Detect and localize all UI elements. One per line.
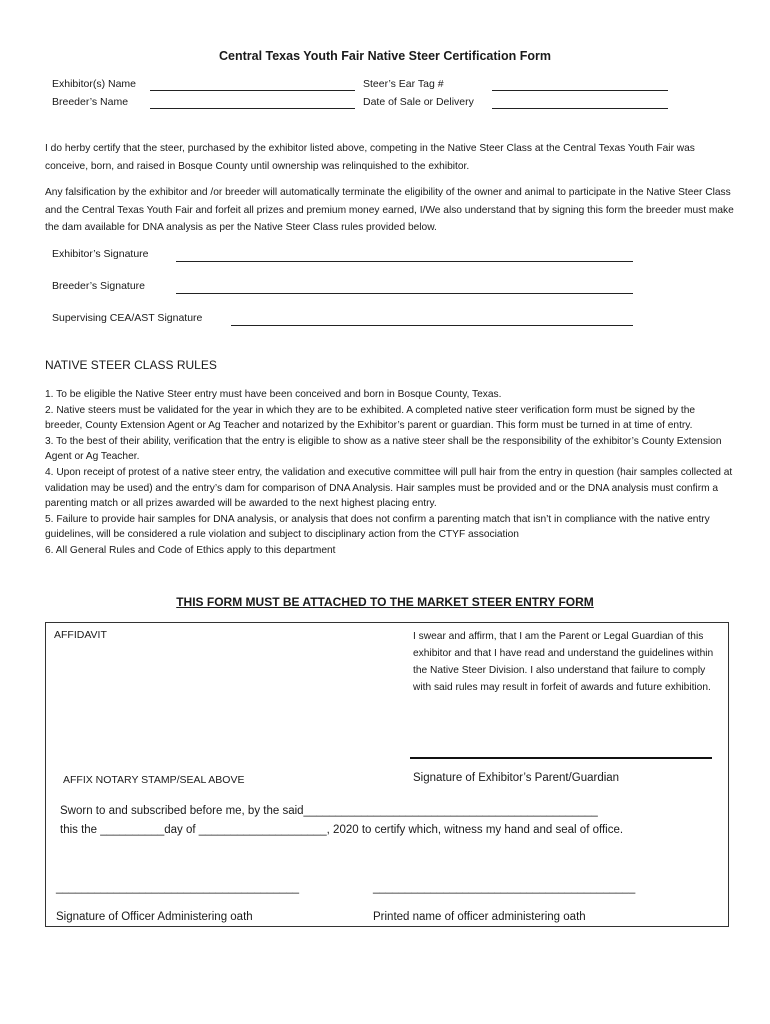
date-of-sale-label: Date of Sale or Delivery	[363, 96, 474, 108]
rule-item: 6. All General Rules and Code of Ethics apply to this department	[45, 544, 336, 556]
officer-signature-field[interactable]: ______________________________________	[56, 882, 300, 894]
printed-name-label: Printed name of officer administering oath	[373, 911, 586, 923]
date-of-sale-field[interactable]	[492, 108, 668, 109]
breeder-signature-label: Breeder’s Signature	[52, 280, 146, 292]
parent-signature-field[interactable]	[410, 757, 712, 759]
rules-list	[45, 387, 735, 559]
certification-paragraph-2: Any falsification by the exhibitor and /or breeder will automatically terminate the eligibility of the owner and animal to participate in the Native Steer Class and the Central Texas Youth Fair and forfeit all prizes and premium money earned, I/We also understand that by signing this form the breeder must make the dam available for DNA analysis as per the Native Steer Class rules provided below.	[45, 187, 734, 233]
page-title: Central Texas Youth Fair Native Steer Certification Form	[218, 49, 552, 63]
officer-signature-label: Signature of Officer Administering oath	[56, 911, 253, 923]
certification-paragraph-1: I do herby certify that the steer, purchased by the exhibitor listed above, competing in the Native Steer Class at the Central Texas Youth Fair was conceive, born, and raised in Bosque County until ownership was relinquished to the exhibitor.	[45, 143, 695, 172]
sworn-statement-line-2: this the __________day of ____________________, 2020 to certify which, witness my hand and seal of office.	[60, 824, 624, 836]
breeder-name-label: Breeder’s Name	[52, 96, 129, 108]
ear-tag-field[interactable]	[492, 90, 668, 91]
exhibitor-signature-field[interactable]	[176, 261, 633, 262]
affidavit-label: AFFIDAVIT	[54, 629, 107, 641]
supervising-signature-field[interactable]	[231, 325, 633, 326]
breeder-signature-field[interactable]	[176, 293, 633, 294]
parent-signature-label: Signature of Exhibitor’s Parent/Guardian	[413, 772, 620, 784]
notary-stamp-label: AFFIX NOTARY STAMP/SEAL ABOVE	[63, 774, 245, 786]
affidavit-swear-text: I swear and affirm, that I am the Parent or Legal Guardian of this exhibitor and that I have read and understand the guidelines within the Native Steer Division. I also understand that failure to comply with said rules may result in forfeit of awards and future exhibition.	[413, 631, 714, 693]
supervising-signature-label: Supervising CEA/AST Signature	[52, 312, 203, 324]
attach-notice: THIS FORM MUST BE ATTACHED TO THE MARKET STEER ENTRY FORM	[176, 595, 594, 609]
rule-item: 5. Failure to provide hair samples for DNA analysis, or analysis that does not confirm a parenting match that isn’t in compliance with the native entry guidelines, will be considered a rule violation and subject to disciplinary action from the CTYF association	[45, 513, 710, 541]
exhibitor-name-field[interactable]	[150, 90, 355, 91]
exhibitor-signature-label: Exhibitor’s Signature	[52, 248, 149, 260]
breeder-name-field[interactable]	[150, 108, 355, 109]
ear-tag-label: Steer’s Ear Tag #	[363, 78, 444, 90]
rules-heading: NATIVE STEER CLASS RULES	[45, 358, 217, 372]
exhibitor-name-label: Exhibitor(s) Name	[52, 78, 137, 90]
rule-item: 2. Native steers must be validated for the year in which they are to be exhibited. A completed native steer verification form must be signed by the breeder, County Extension Agent or Ag Teacher and notarized by the Exhibitor’s parent or guardian. This form must be turned in at time of entry.	[45, 404, 696, 432]
rule-item: 1. To be eligible the Native Steer entry must have been conceived and born in Bosque County, Texas.	[45, 389, 502, 400]
rule-item: 3. To the best of their ability, verification that the entry is eligible to show as a native steer shall be the responsibility of the exhibitor’s County Extension Agent or Ag Teacher.	[45, 435, 722, 463]
rule-item: 4. Upon receipt of protest of a native steer entry, the validation and executive committee will pull hair from the entry in question (hair samples collected at validation may be used) and the entry’s dam for comparison of DNA Analysis. Hair samples must be provided and or the DNA analysis must confirm a parenting match or all prizes awarded will be awarded to the next highest placing entry.	[45, 466, 733, 510]
sworn-statement-line-1: Sworn to and subscribed before me, by the said______________________________________________	[60, 805, 598, 817]
printed-name-field[interactable]: _________________________________________	[373, 882, 636, 894]
